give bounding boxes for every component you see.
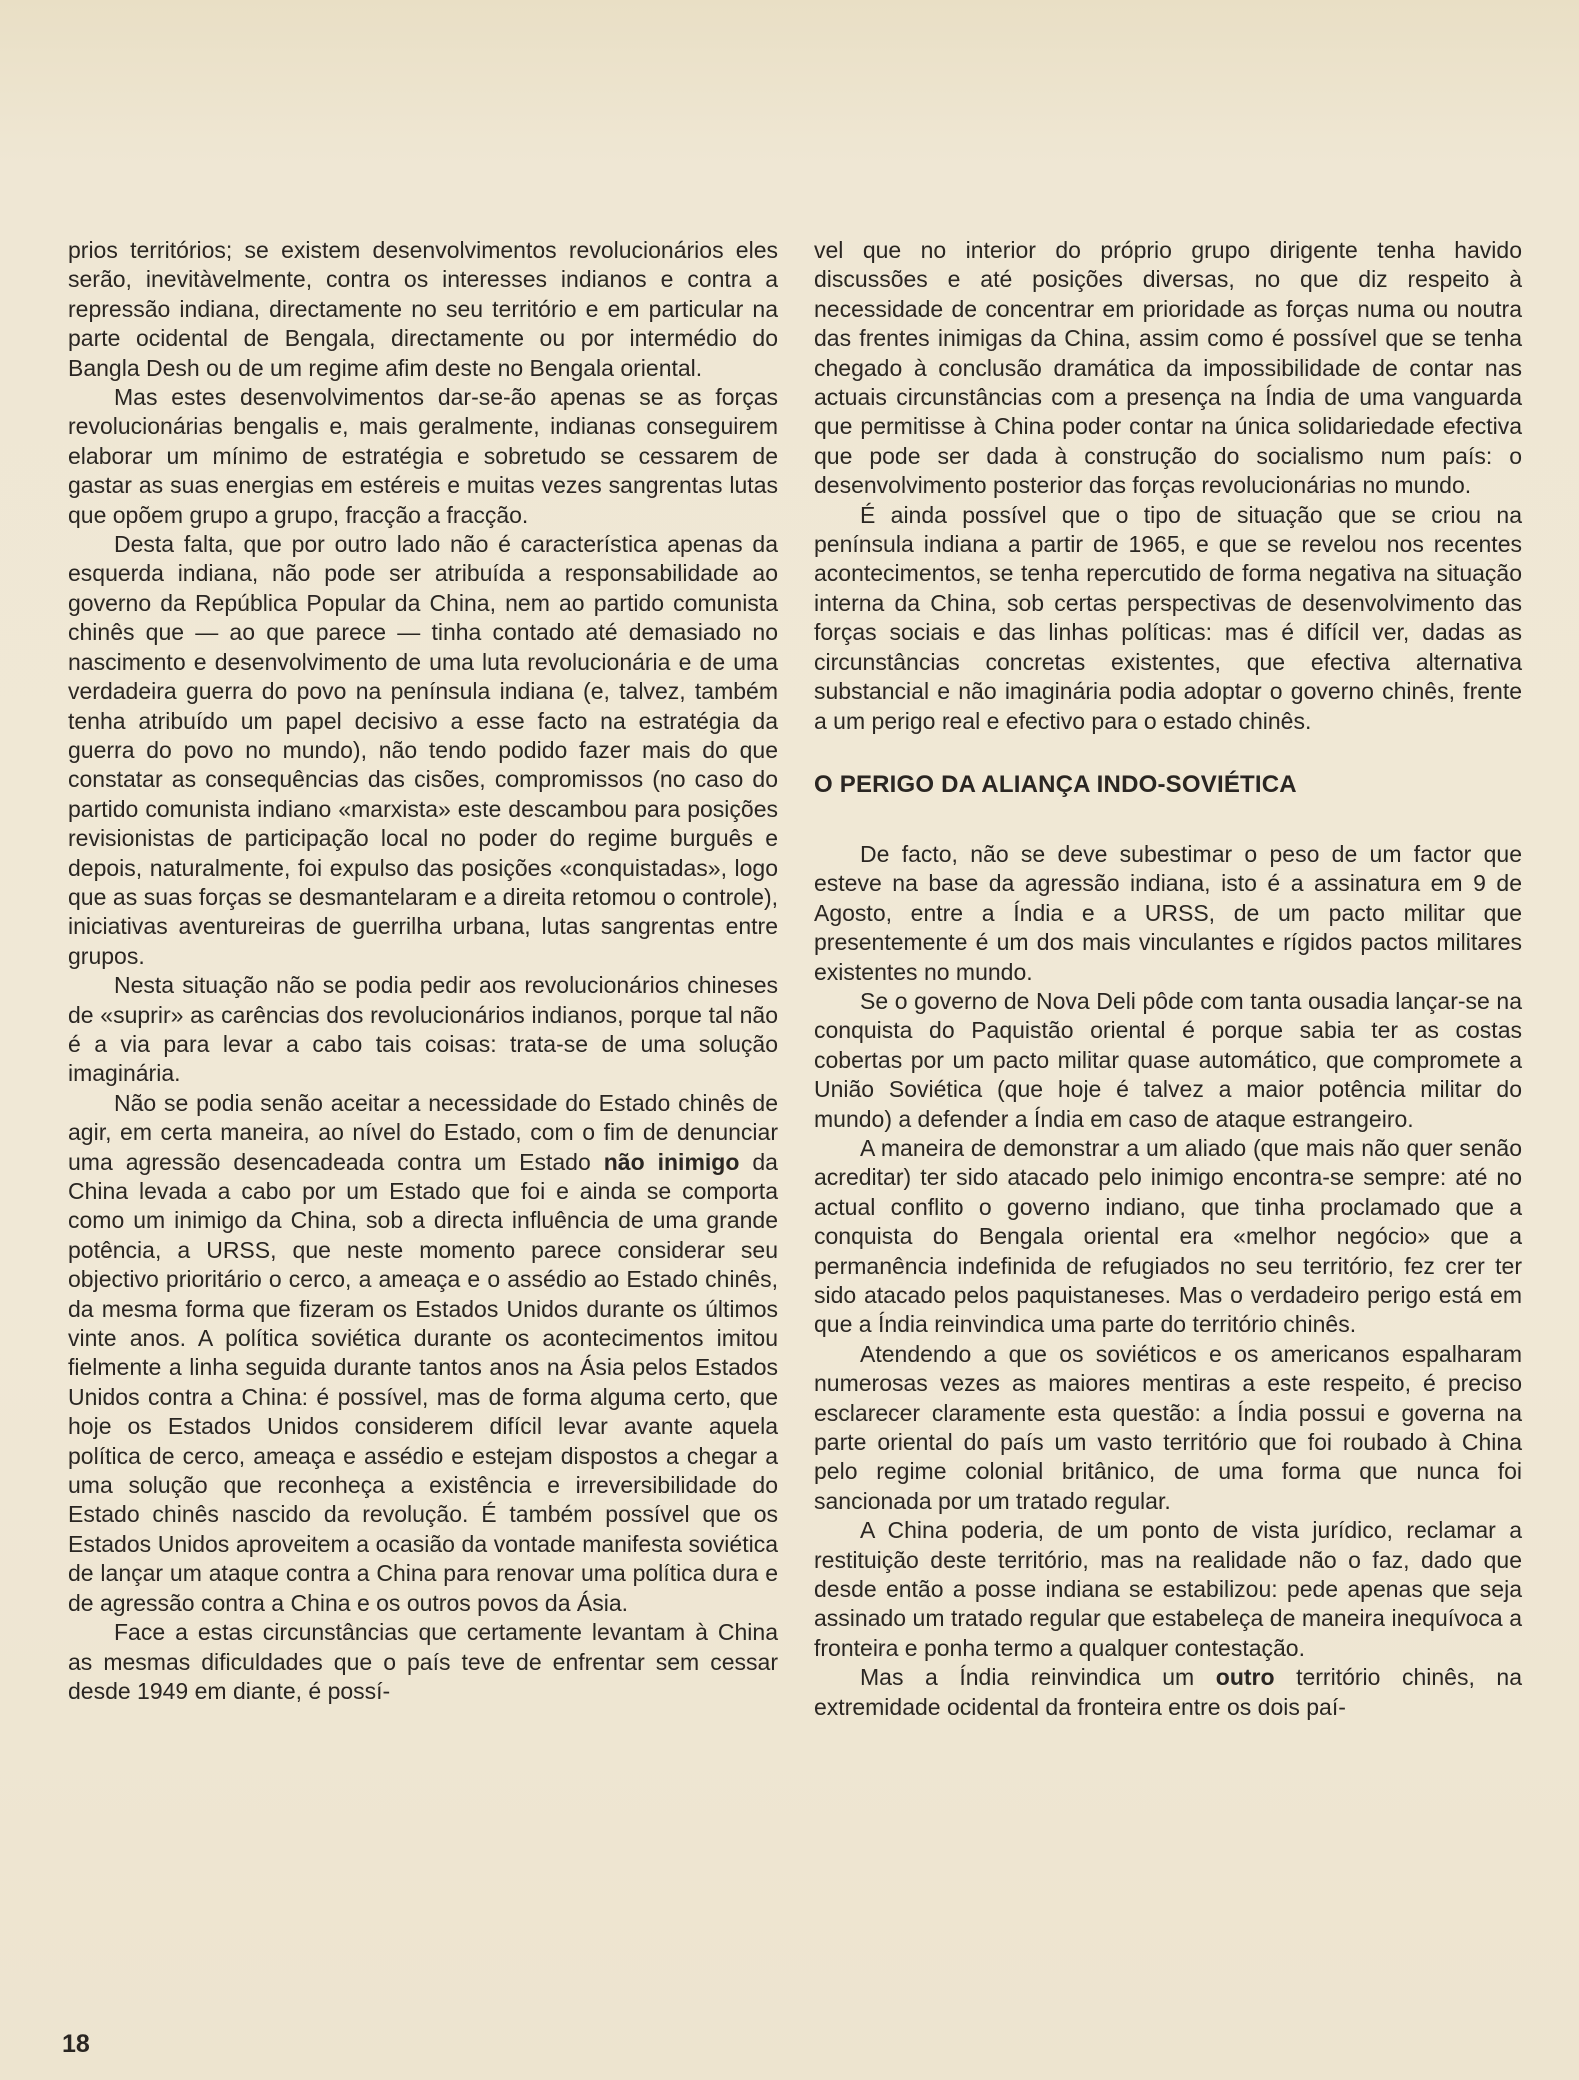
text-run: Não se podia senão aceitar a necessidade do Estado chinês de agir, em certa maneira, ao nível do Estado, com o fim de denunciar uma agressão desencadeada contra um Estado [68,1089,778,1175]
section-heading: O PERIGO DA ALIANÇA INDO-SOVIÉTICA [814,770,1297,798]
left-column [68,236,778,1706]
paragraph: A maneira de demonstrar a um aliado (que mais não quer senão acreditar) ter sido atacado pelo inimigo encontra-se sempre: até no actual conflito o governo indiano, que tinha proclamado que a conquista do Bengala oriental era «melhor negócio» que a permanência indefinida de refugiados no seu território, fez crer ter sido atacado pelos paquistaneses. Mas o verdadeiro perigo está em que a Índia reinvindica uma parte do território chinês. [814,1134,1522,1338]
paragraph: Nesta situação não se podia pedir aos revolucionários chineses de «suprir» as carências dos revolucionários indianos, porque tal não é a via para levar a cabo tais coisas: trata-se de uma solução imaginária. [68,972,778,1087]
paragraph: É ainda possível que o tipo de situação que se criou na península indiana a partir de 1965, e que se revelou nos recentes acontecimentos, se tenha repercutido de forma negativa na situação interna da China, sob certas perspectivas de desenvolvimento das forças sociais e das linhas políticas: mas é difícil ver, dadas as circunstâncias concretas existentes, que efectiva alternativa substancial e não imaginária podia adoptar o governo chinês, frente a um perigo real e efectivo para o estado chinês. [814,501,1522,734]
paragraph: Atendendo a que os soviéticos e os americanos espalharam numerosas vezes as maiores mentiras a este respeito, é preciso esclarecer claramente esta questão: a Índia possui e governa na parte oriental do país um vasto território que foi roubado à China pelo regime colonial britânico, de uma forma que nunca foi sancionada por um tratado regular. [814,1340,1522,1514]
page-number: 18 [62,2030,90,2058]
paragraph: vel que no interior do próprio grupo dirigente tenha havido discussões e até posições diversas, no que diz respeito à necessidade de concentrar em prioridade as forças numa ou noutra das frentes inimigas da China, assim como é possível que se tenha chegado à conclusão dramática da impossibilidade de contar nas actuais circunstâncias com a presença na Índia de uma vanguarda que permitisse à China poder contar na única solidariedade efectiva que pode ser dada à construção do socialismo num país: o desenvolvimento posterior das forças revolucionárias no mundo. [814,237,1522,499]
text-run: Mas a Índia reinvindica um [860,1664,1216,1691]
paragraph [814,1663,1522,1722]
bold-emphasis: outro [1215,1664,1275,1691]
paragraph: Mas estes desenvolvimentos dar-se-ão apenas se as forças revolucionárias bengalis e, mais geralmente, indianas conseguirem elaborar um mínimo de estratégia e sobretudo se cessarem de gastar as suas energias em estéreis e muitas vezes sangrentas lutas que opõem grupo a grupo, fracção a fracção. [68,384,778,528]
text-run: território chinês, na extremidade ocidental da fronteira entre os dois paí- [814,1664,1522,1720]
paragraph: Face a estas circunstâncias que certamente levantam à China as mesmas dificuldades que o país teve de enfrentar sem cessar desde 1949 em diante, é possí- [68,1619,778,1704]
bold-emphasis: não inimigo [603,1148,740,1175]
paragraph: A China poderia, de um ponto de vista jurídico, reclamar a restituição deste território, mas na realidade não o faz, dado que desde então a posse indiana se estabilizou: pede apenas que seja assinado um tratado regular que estabeleça de maneira inequívoca a fronteira e ponha termo a qualquer contestação. [814,1517,1522,1661]
right-column [814,236,1522,1722]
paragraph: De facto, não se deve subestimar o peso de um factor que esteve na base da agressão indiana, isto é a assinatura em 9 de Agosto, entre a Índia e a URSS, de um pacto militar que presentemente é um dos mais vinculantes e rígidos pactos militares existentes no mundo. [814,840,1522,985]
paragraph: Se o governo de Nova Deli pôde com tanta ousadia lançar-se na conquista do Paquistão oriental é porque sabia ter as costas cobertas por um pacto militar quase automático, que compromete a União Soviética (que hoje é talvez a maior potência militar do mundo) a defender a Índia em caso de ataque estrangeiro. [814,987,1522,1132]
paragraph: Desta falta, que por outro lado não é característica apenas da esquerda indiana, não pode ser atribuída a responsabilidade ao governo da República Popular da China, nem ao partido comunista chinês que — ao que parece — tinha contado até demasiado no nascimento e desenvolvimento de uma luta revolucionária e de uma verdadeira guerra do povo na península indiana (e, talvez, também tenha atribuído um papel decisivo a esse facto na estratégia da guerra do povo no mundo), não tendo podido fazer mais do que constatar as consequências das cisões, compromissos (no caso do partido comunista indiano «marxista» este descambou para posições revisionistas de participação local no poder do regime burguês e depois, naturalmente, foi expulso das posições «conquistadas», logo que as suas forças se desmantelaram e a direita retomou o controle), iniciativas aventureiras de guerrilha urbana, lutas sangrentas entre grupos. [68,531,778,969]
paragraph: prios territórios; se existem desenvolvimentos revolucionários eles serão, inevitàvelmente, contra os interesses indianos e contra a repressão indiana, directamente no seu território e em particular na parte ocidental de Bengala, directamente ou por intermédio do Bangla Desh ou de um regime afim deste no Bengala oriental. [68,237,778,381]
paragraph [68,1089,778,1618]
text-run: da China levada a cabo por um Estado que foi e ainda se comporta como um inimigo da China, sob a directa influência de uma grande potência, a URSS, que neste momento parece considerar seu objectivo prioritário o cerco, a ameaça e o assédio ao Estado chinês, da mesma forma que fizeram os Estados Unidos durante os últimos vinte anos. A política soviética durante os acontecimentos imitou fielmente a linha seguida durante tantos anos na Ásia pelos Estados Unidos contra a China: é possível, mas de forma alguma certo, que hoje os Estados Unidos considerem difícil levar avante aquela política de cerco, ameaça e assédio e estejam dispostos a chegar a uma solução que reconheça a existência e irreversibilidade do Estado chinês nascido da revolução. É também possível que os Estados Unidos aproveitem a ocasião da vontade manifesta soviética de lançar um ataque contra a China para renovar uma política dura e de agressão contra a China e os outros povos da Ásia. [68,1148,778,1616]
